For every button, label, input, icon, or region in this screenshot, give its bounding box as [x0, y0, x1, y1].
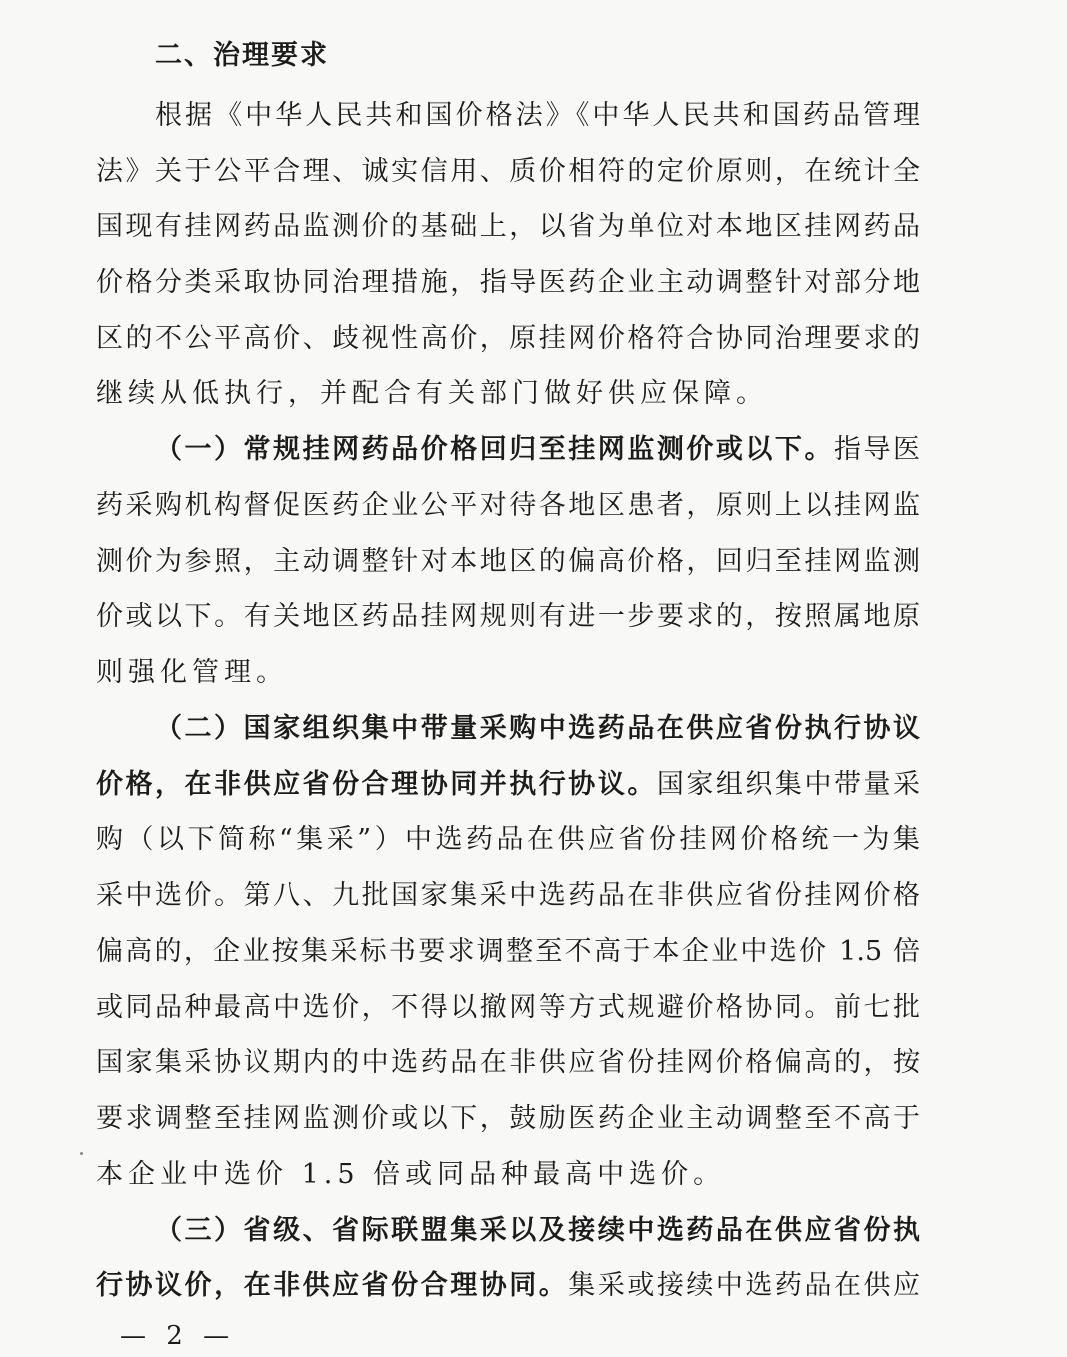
text-line: 根据《中华人民共和国价格法》《中华人民共和国药品管理: [155, 100, 920, 131]
text-line: 区的不公平高价、歧视性高价，原挂网价格符合协同治理要求的: [96, 323, 920, 354]
scan-speck: [80, 1152, 83, 1155]
text-line: 则强化管理。: [96, 657, 288, 688]
text-line-mixed: [96, 765, 920, 805]
text-line: 偏高的，企业按集采标书要求调整至不高于本企业中选价 1.5 倍: [96, 936, 920, 967]
text-line: 法》关于公平合理、诚实信用、质价相符的定价原则，在统计全: [96, 156, 920, 187]
text-line: 或同品种最高中选价，不得以撤网等方式规避价格协同。前七批: [96, 992, 920, 1023]
text-line: 价或以下。有关地区药品挂网规则有进一步要求的，按照属地原: [96, 601, 920, 632]
line-rest: 指导医: [833, 434, 921, 465]
text-line-mixed: [155, 1211, 920, 1251]
text-line: 本企业中选价 1.5 倍或同品种最高中选价。: [96, 1159, 726, 1190]
text-line-mixed: [155, 430, 920, 470]
text-line: 国家集采协议期内的中选药品在非供应省份挂网价格偏高的，按: [96, 1047, 920, 1078]
bold-lead: （三）省级、省际联盟集采以及接续中选药品在供应省份执: [155, 1215, 920, 1246]
text-line: 采中选价。第八、九批国家集采中选药品在非供应省份挂网价格: [96, 880, 920, 911]
text-line: 国现有挂网药品监测价的基础上，以省为单位对本地区挂网药品: [96, 211, 920, 242]
bold-lead: 行协议价，在非供应省份合理协同。: [96, 1270, 569, 1301]
text-line: 药采购机构督促医药企业公平对待各地区患者，原则上以挂网监: [96, 490, 920, 521]
bold-lead: （一）常规挂网药品价格回归至挂网监测价或以下。: [155, 434, 834, 465]
text-line: 测价为参照，主动调整针对本地区的偏高价格，回归至挂网监测: [96, 546, 920, 577]
bold-lead: 价格，在非供应省份合理协同并执行协议。: [96, 769, 657, 800]
text-line-mixed: [96, 1266, 920, 1306]
text-line: 价格分类采取协同治理措施，指导医药企业主动调整针对部分地: [96, 267, 920, 298]
line-rest: 国家组织集中带量采: [656, 769, 921, 800]
text-line: 购（以下简称“集采”）中选药品在供应省份挂网价格统一为集: [96, 824, 920, 855]
section-heading: 二、治理要求: [155, 40, 329, 71]
page-number: — 2 —: [120, 1321, 236, 1351]
text-line: 要求调整至挂网监测价或以下，鼓励医药企业主动调整至不高于: [96, 1103, 920, 1134]
line-rest: 集采或接续中选药品在供应: [568, 1270, 921, 1301]
text-line: 继续从低执行，并配合有关部门做好供应保障。: [96, 378, 768, 409]
bold-lead: （二）国家组织集中带量采购中选药品在供应省份执行协议: [155, 713, 920, 744]
text-line-mixed: [155, 709, 920, 749]
